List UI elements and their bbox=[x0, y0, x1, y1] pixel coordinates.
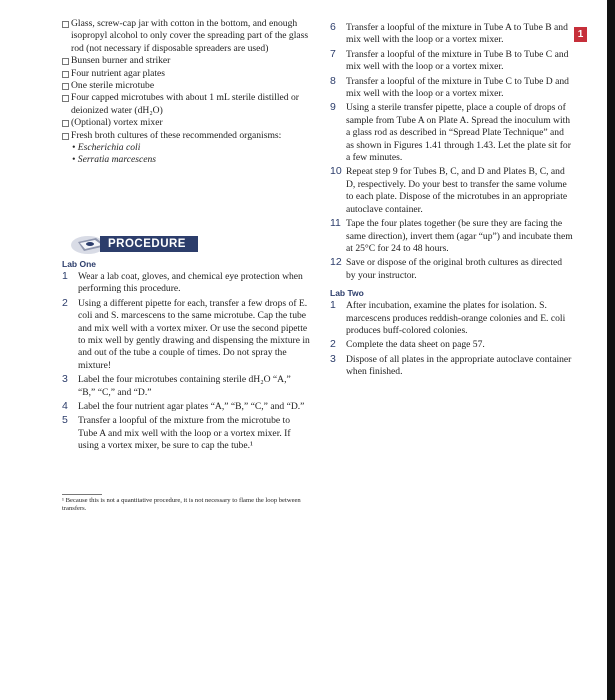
footnote: ¹ Because this is not a quantitative procedure, it is not necessary to flame the loop between transfers. bbox=[62, 497, 301, 513]
step-number: 3 bbox=[62, 373, 68, 386]
checkbox-icon bbox=[62, 21, 69, 28]
step-text: Transfer a loopful of the mixture in Tube A to Tube B and mix well with the loop or a vortex mixer. bbox=[346, 22, 568, 46]
materials-list bbox=[62, 18, 310, 142]
procedure-step bbox=[330, 102, 574, 164]
procedure-step bbox=[330, 257, 574, 282]
bullet-icon: • bbox=[72, 142, 78, 154]
procedure-step bbox=[330, 76, 574, 101]
step-text: Transfer a loopful of the mixture in Tube C to Tube D and mix well with the loop or a vortex mixer. bbox=[346, 75, 569, 100]
step-number: 6 bbox=[330, 21, 336, 33]
material-text: Four nutrient agar plates bbox=[71, 67, 166, 79]
checkbox-icon bbox=[62, 83, 69, 90]
step-number: 3 bbox=[330, 352, 336, 365]
procedure-banner bbox=[70, 232, 198, 254]
material-text: (Optional) vortex mixer bbox=[71, 117, 163, 129]
step-number: 10 bbox=[330, 165, 342, 178]
material-text: Bunsen burner and striker bbox=[71, 55, 171, 67]
step-number: 12 bbox=[330, 256, 342, 269]
step-text: Label the four microtubes containing sterile dH₂O “A,” “B,” “C,” and “D.” bbox=[78, 374, 291, 398]
step-number: 4 bbox=[62, 400, 68, 413]
procedure-step bbox=[62, 374, 310, 399]
material-text: One sterile microtube bbox=[71, 80, 155, 92]
step-text: Tape the four plates together (be sure they are facing the same direction), invert them (agar “up”) and incubate them at 25°C for 24 to 48 hours. bbox=[346, 218, 573, 254]
checkbox-icon bbox=[62, 133, 69, 140]
step-number: 7 bbox=[330, 47, 336, 60]
material-text: Glass, screw-cap jar with cotton in the bottom, and enough isopropyl alcohol to only cover the spreading part of the glass rod (not necessary if disposable spreaders are used) bbox=[71, 18, 309, 54]
step-text: Dispose of all plates in the appropriate autoclave container when finished. bbox=[346, 353, 572, 378]
lab-two-label: Lab Two bbox=[330, 288, 364, 299]
chapter-tab: 1 bbox=[574, 27, 587, 42]
checkbox-icon bbox=[62, 58, 69, 65]
lab-two-steps bbox=[330, 300, 574, 378]
step-number: 8 bbox=[330, 74, 336, 87]
step-text: Save or dispose of the original broth cultures as directed by your instructor. bbox=[346, 257, 563, 281]
lab-one-section bbox=[62, 259, 310, 455]
lab-one-steps bbox=[62, 271, 310, 453]
organism-name: Escherichia coli bbox=[77, 142, 141, 154]
procedure-step bbox=[62, 401, 310, 413]
step-text: Transfer a loopful of the mixture from the microtube to Tube A and mix well with the loop or a vortex mixer. If using a vortex mixer, be sure to cap the tube.¹ bbox=[78, 415, 291, 452]
right-column bbox=[330, 22, 574, 381]
material-item bbox=[62, 68, 310, 80]
bullet-icon: • bbox=[72, 154, 78, 166]
step-text: Complete the data sheet on page 57. bbox=[346, 339, 485, 351]
footnote-rule bbox=[62, 494, 102, 495]
material-item bbox=[62, 117, 310, 129]
step-text: Transfer a loopful of the mixture in Tube B to Tube C and mix well with the loop or a vortex mixer. bbox=[346, 48, 569, 73]
step-text: Using a different pipette for each, transfer a few drops of E. coli and S. marcescens to the same microtube. Cap the tube and mix well with a vortex mixer. Or use the second pipette to mix well by gently drawing and dispensing the mixture in and out of the tube a couple of times. Do not spray the mixture! bbox=[78, 297, 310, 371]
left-column bbox=[62, 18, 310, 167]
material-item bbox=[62, 80, 310, 92]
procedure-step bbox=[62, 298, 310, 372]
organism-item bbox=[62, 154, 310, 166]
material-text: Four capped microtubes with about 1 mL sterile distilled or deionized water (dH₂O) bbox=[71, 92, 299, 116]
step-text: After incubation, examine the plates for isolation. S. marcescens produces reddish-orange colonies and E. coli produces buff-colored colonies. bbox=[346, 300, 566, 336]
organism-item bbox=[62, 142, 310, 154]
procedure-step bbox=[330, 300, 574, 337]
step-number: 2 bbox=[330, 338, 336, 351]
material-text: Fresh broth cultures of these recommended organisms: bbox=[71, 129, 282, 141]
step-number: 9 bbox=[330, 101, 336, 114]
organism-list bbox=[62, 142, 310, 167]
step-text: Label the four nutrient agar plates “A,” “B,” “C,” and “D.” bbox=[78, 401, 305, 413]
step-number: 5 bbox=[62, 414, 68, 427]
procedure-step bbox=[330, 218, 574, 255]
material-item bbox=[62, 92, 310, 117]
procedure-step bbox=[330, 22, 574, 47]
procedure-step bbox=[62, 271, 310, 296]
procedure-step bbox=[330, 354, 574, 379]
material-item bbox=[62, 18, 310, 55]
procedure-step bbox=[330, 166, 574, 216]
procedure-step bbox=[330, 339, 574, 351]
checkbox-icon bbox=[62, 95, 69, 102]
procedure-title: PROCEDURE bbox=[108, 238, 186, 250]
checkbox-icon bbox=[62, 71, 69, 78]
step-text: Repeat step 9 for Tubes B, C, and D and Plates B, C, and D, respectively. Do your best to transfer the same volume to each plate. Dispose of the microtubes in an appropriate autoclave container. bbox=[346, 166, 568, 215]
step-number: 1 bbox=[330, 299, 336, 312]
organism-name: Serratia marcescens bbox=[77, 154, 157, 166]
lab-one-label: Lab One bbox=[62, 259, 97, 269]
procedure-step bbox=[330, 49, 574, 74]
lab-one-steps-continued bbox=[330, 22, 574, 282]
checkbox-icon bbox=[62, 120, 69, 127]
procedure-step bbox=[62, 415, 310, 452]
material-item bbox=[62, 55, 310, 67]
step-number: 2 bbox=[62, 296, 68, 309]
step-number: 11 bbox=[330, 217, 341, 230]
step-number: 1 bbox=[62, 270, 68, 282]
page-edge bbox=[607, 0, 615, 700]
step-text: Using a sterile transfer pipette, place a couple of drops of sample from Tube A on Plate A. Spread the inoculum with a glass rod as described in “Spread Plate Technique” and as shown in Figures 1.41 through 1.43. Let the plate sit for a few minutes. bbox=[346, 102, 571, 164]
step-text: Wear a lab coat, gloves, and chemical eye protection when performing this procedure. bbox=[78, 271, 303, 295]
material-item bbox=[62, 130, 310, 142]
